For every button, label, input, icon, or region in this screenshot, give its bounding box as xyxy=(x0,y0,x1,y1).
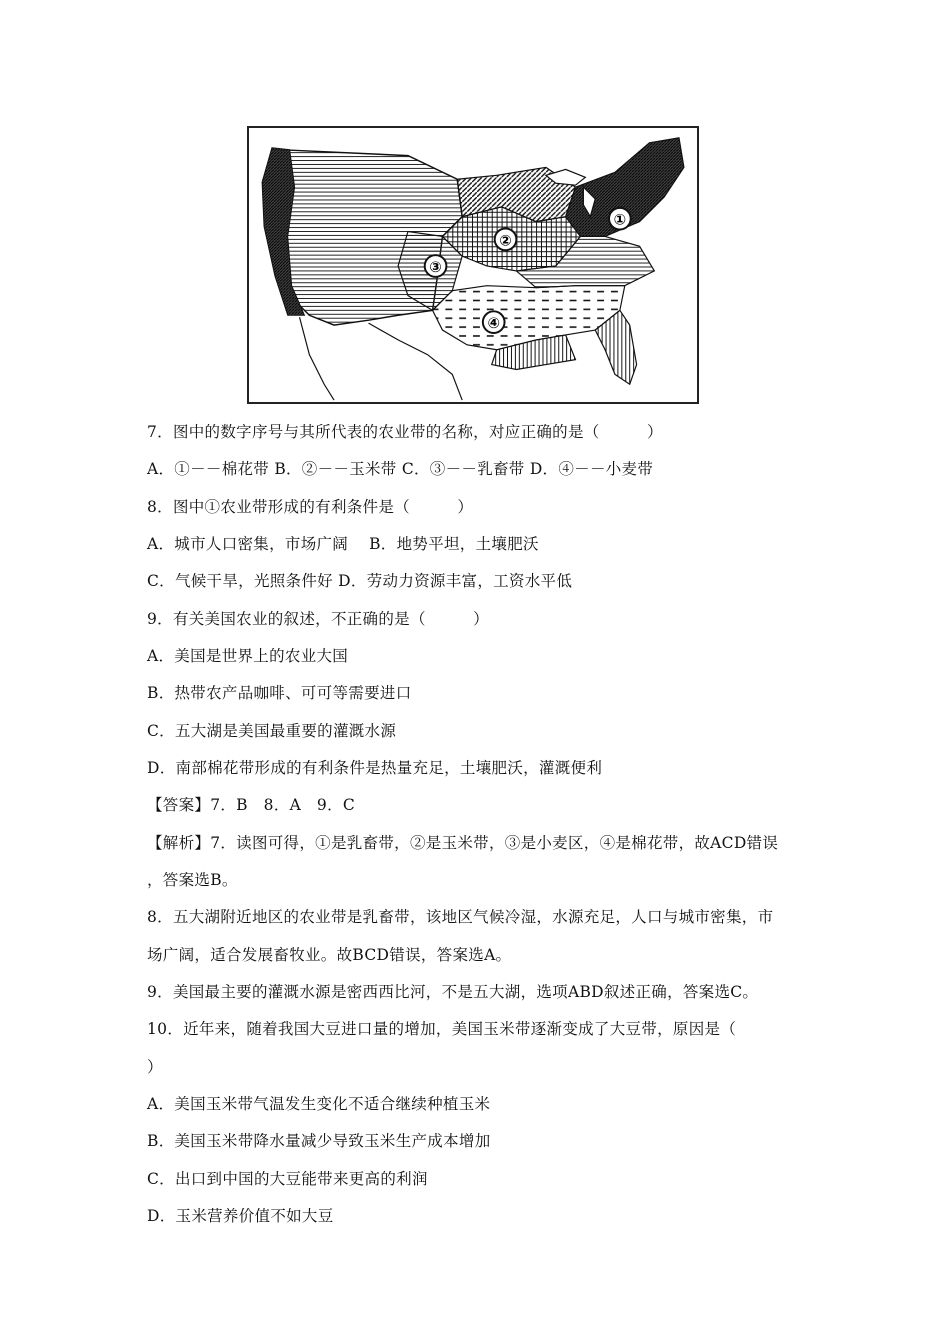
question-9-option-d: D．南部棉花带形成的有利条件是热量充足，土壤肥沃，灌溉便利 xyxy=(147,759,603,777)
question-10-option-c: C．出口到中国的大豆能带来更高的利润 xyxy=(147,1170,428,1188)
question-8-options-cd: C．气候干旱，光照条件好 D．劳动力资源丰富，工资水平低 xyxy=(147,572,573,590)
analysis-9: 9．美国最主要的灌溉水源是密西西比河，不是五大湖，选项ABD叙述正确，答案选C。 xyxy=(147,983,759,1001)
mexico-outline xyxy=(300,317,463,400)
question-9-option-a: A．美国是世界上的农业大国 xyxy=(147,647,349,665)
marker-2 xyxy=(495,229,517,251)
svg-text:①: ① xyxy=(613,211,627,229)
marker-1 xyxy=(609,208,631,230)
analysis-8: 8．五大湖附近地区的农业带是乳畜带，该地区气候冷湿，水源充足，人口与城市密集，市 xyxy=(147,908,774,926)
question-7-options: A．①－－棉花带 B．②－－玉米带 C．③－－乳畜带 D．④－－小麦带 xyxy=(147,460,654,478)
question-9-option-c: C．五大湖是美国最重要的灌溉水源 xyxy=(147,722,397,740)
question-10-cont: ） xyxy=(147,1058,163,1076)
question-10-option-b: B．美国玉米带降水量减少导致玉米生产成本增加 xyxy=(147,1132,491,1150)
marker-4 xyxy=(483,311,505,333)
svg-text:②: ② xyxy=(499,232,512,250)
question-8: 8．图中①农业带形成的有利条件是（ ） xyxy=(147,498,474,516)
question-9: 9．有关美国农业的叙述，不正确的是（ ） xyxy=(147,610,489,628)
answer-line: 【答案】7．B 8．A 9．C xyxy=(147,796,356,814)
question-10: 10．近年来，随着我国大豆进口量的增加，美国玉米带逐渐变成了大豆带，原因是（ xyxy=(147,1020,737,1038)
map-drawing xyxy=(249,128,697,402)
question-10-option-d: D．玉米营养价值不如大豆 xyxy=(147,1207,334,1225)
question-7: 7．图中的数字序号与其所代表的农业带的名称，对应正确的是（ ） xyxy=(147,423,663,441)
analysis-7: 【解析】7．读图可得，①是乳畜带，②是玉米带，③是小麦区，④是棉花带，故ACD错误 xyxy=(147,834,779,852)
question-8-options-ab: A．城市人口密集，市场广阔 B．地势平坦，土壤肥沃 xyxy=(147,535,539,553)
analysis-8-cont: 场广阔，适合发展畜牧业。故BCD错误，答案选A。 xyxy=(147,946,512,964)
marker-3 xyxy=(425,255,447,277)
question-9-option-b: B．热带农产品咖啡、可可等需要进口 xyxy=(147,684,412,702)
svg-text:③: ③ xyxy=(429,258,442,276)
us-agriculture-belt-map xyxy=(247,126,699,404)
question-10-option-a: A．美国玉米带气温发生变化不适合继续种植玉米 xyxy=(147,1095,491,1113)
svg-text:④: ④ xyxy=(487,315,500,333)
cotton-belt-region xyxy=(433,286,625,350)
analysis-7-cont: ，答案选B。 xyxy=(147,871,238,889)
